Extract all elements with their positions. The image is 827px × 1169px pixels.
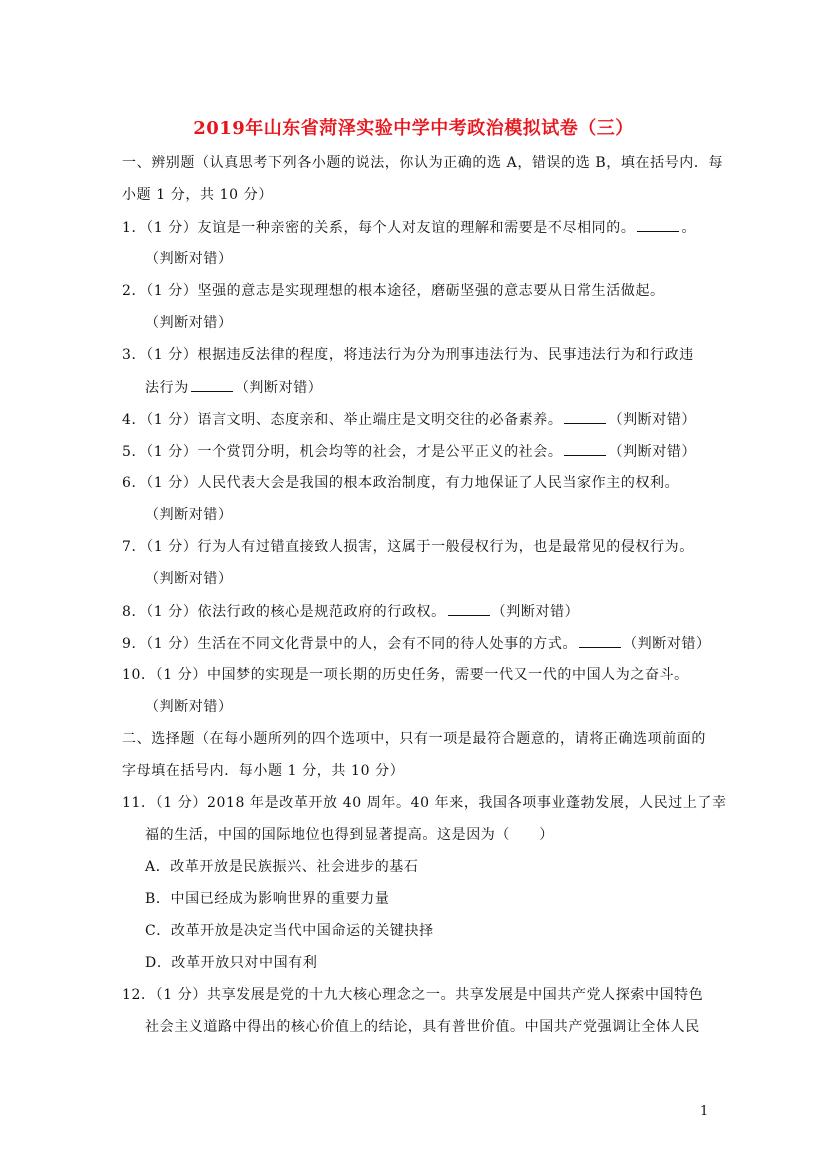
question-10-text: 10．（1 分）中国梦的实现是一项长期的历史任务，需要一代又一代的中国人为之奋斗。 [122, 667, 689, 683]
question-11-option-b[interactable]: B．中国已经成为影响世界的重要力量 [145, 891, 390, 907]
answer-blank[interactable] [637, 217, 679, 232]
section2-heading-line1: 二、选择题（在每小题所列的四个选项中，只有一项是最符合题意的，请将正确选项前面的 [122, 731, 706, 747]
answer-blank[interactable] [191, 377, 233, 392]
answer-blank[interactable] [579, 633, 621, 648]
question-3-tail: （判断对错） [234, 380, 323, 396]
question-10-tail: （判断对错） [145, 699, 233, 715]
question-6-text: 6．（1 分）人民代表大会是我国的根本政治制度，有力地保证了人民当家作主的权利。 [122, 475, 680, 491]
question-5-tail: （判断对错） [608, 444, 697, 460]
question-8-tail: （判断对错） [491, 604, 580, 620]
question-11-option-d[interactable]: D．改革开放只对中国有利 [145, 955, 318, 971]
answer-blank[interactable] [448, 601, 490, 616]
section1-heading-line2: 小题 1 分，共 10 分） [122, 187, 273, 203]
page-number: 1 [700, 1104, 709, 1119]
question-1-text: 1．（1 分）友谊是一种亲密的关系，每个人对友谊的理解和需要是不尽相同的。 [122, 220, 636, 236]
section2-heading-line2: 字母填在括号内．每小题 1 分，共 10 分） [122, 763, 405, 779]
question-2-text: 2．（1 分）坚强的意志是实现理想的根本途径，磨砺坚强的意志要从日常生活做起。 [122, 283, 665, 299]
question-1 [122, 217, 696, 238]
question-3 [122, 345, 694, 365]
question-8 [122, 601, 579, 622]
question-11-option-a[interactable]: A．改革开放是民族振兴、社会进步的基石 [145, 859, 419, 875]
answer-blank[interactable] [564, 441, 606, 456]
question-9-tail: （判断对错） [623, 636, 711, 652]
question-12-line2: 社会主义道路中得出的核心价值上的结论，具有普世价值。中国共产党强调让全体人民 [145, 1019, 700, 1035]
question-12-line1: 12．（1 分）共享发展是党的十九大核心理念之一。共享发展是中国共产党人探索中国特色 [122, 987, 704, 1003]
question-3-line2-text: 法行为 [145, 380, 189, 396]
question-7 [122, 537, 694, 557]
question-1-tail: （判断对错） [145, 251, 233, 267]
question-9 [122, 633, 711, 654]
question-4 [122, 409, 696, 430]
exam-title: 2019年山东省菏泽实验中学中考政治模拟试卷（三） [193, 118, 634, 139]
question-7-text: 7．（1 分）行为人有过错直接致人损害，这属于一般侵权行为，也是最常见的侵权行为。 [122, 539, 694, 555]
section1-heading-line1: 一、辨别题（认真思考下列各小题的说法，你认为正确的选 A，错误的选 B，填在括号内．每 [122, 155, 724, 171]
question-4-tail: （判断对错） [608, 412, 697, 428]
question-3-text: 3．（1 分）根据违反法律的程度，将违法行为分为刑事违法行为、民事违法行为和行政违 [122, 347, 694, 363]
question-2 [122, 281, 665, 301]
question-6-tail: （判断对错） [145, 507, 233, 523]
question-9-text: 9．（1 分）生活在不同文化背景中的人，会有不同的待人处事的方式。 [122, 636, 578, 652]
question-2-tail: （判断对错） [145, 315, 233, 331]
question-11-line1: 11．（1 分）2018 年是改革开放 40 周年。40 年来，我国各项事业蓬勃发展，人民过上了幸 [122, 795, 727, 811]
question-5-text: 5．（1 分）一个赏罚分明，机会均等的社会，才是公平正义的社会。 [122, 444, 563, 460]
question-1-end: 。 [681, 220, 697, 236]
answer-blank[interactable] [564, 409, 606, 424]
question-11-line2: 福的生活，中国的国际地位也得到显著提高。这是因为（ ） [145, 827, 554, 843]
question-7-tail: （判断对错） [145, 571, 233, 587]
question-4-text: 4．（1 分）语言文明、态度亲和、举止端庄是文明交往的必备素养。 [122, 412, 563, 428]
question-6 [122, 473, 679, 493]
question-8-text: 8．（1 分）依法行政的核心是规范政府的行政权。 [122, 604, 446, 620]
question-10 [122, 665, 689, 685]
question-3-line2 [145, 377, 322, 398]
question-5 [122, 441, 696, 462]
question-11-option-c[interactable]: C．改革开放是决定当代中国命运的关键抉择 [145, 923, 434, 939]
